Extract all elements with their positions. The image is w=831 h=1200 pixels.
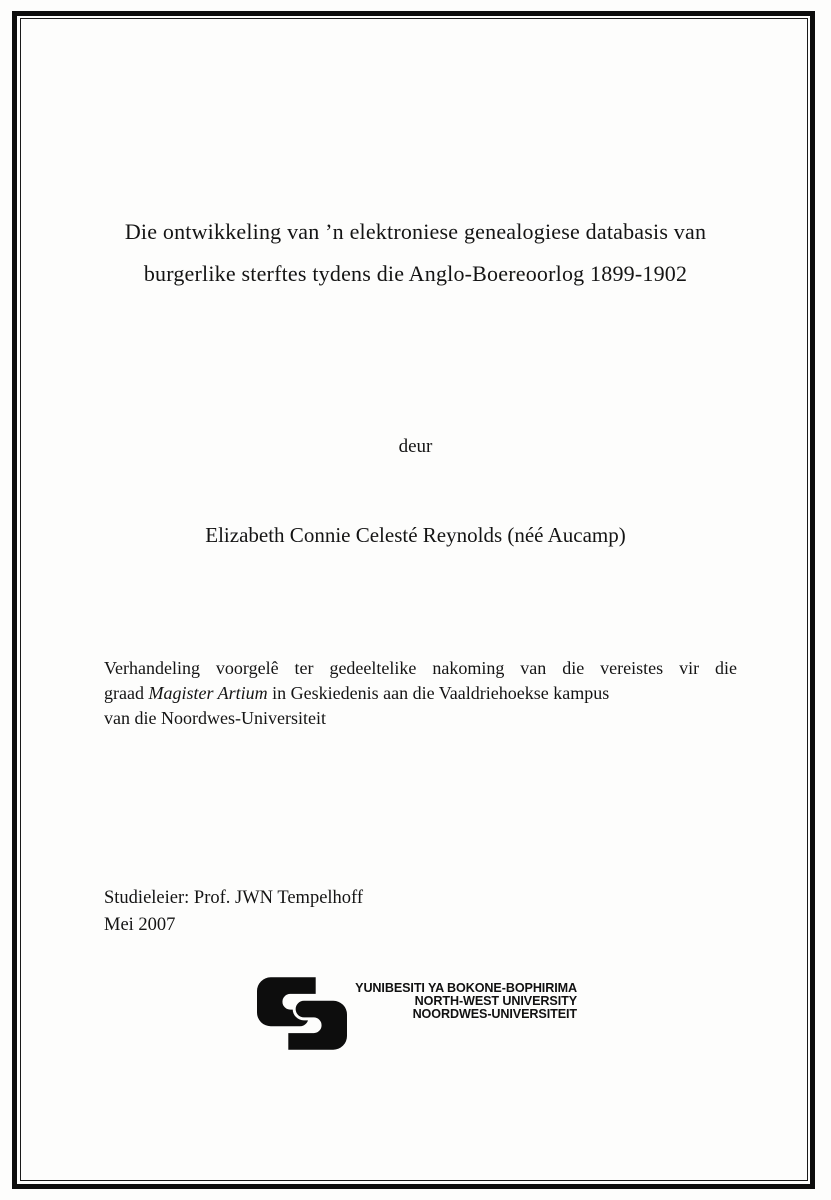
degree-statement-line2 xyxy=(104,681,737,706)
degree-statement xyxy=(104,656,737,731)
degree-statement-line1: Verhandeling voorgelê ter gedeeltelike nakoming van die vereistes vir die xyxy=(104,658,737,678)
nwu-logo-wordmark xyxy=(317,982,577,1021)
nwu-logo xyxy=(257,975,577,1055)
date-line: Mei 2007 xyxy=(104,915,176,935)
degree-statement-line2-pre: graad xyxy=(104,683,149,703)
nwu-name-afrikaans: NOORDWES-UNIVERSITEIT xyxy=(412,1006,577,1021)
byline-label: deur xyxy=(398,436,433,457)
supervisor-block xyxy=(104,885,363,939)
author-name: Elizabeth Connie Celesté Reynolds (néé Aucamp) xyxy=(205,523,626,547)
degree-name-italic: Magister Artium xyxy=(148,683,268,703)
nwu-name-english: NORTH-WEST UNIVERSITY xyxy=(414,993,577,1008)
thesis-title-line1: Die ontwikkeling van ’n elektroniese genealogiese databasis van xyxy=(124,219,707,244)
degree-statement-line2-post: in Geskiedenis aan die Vaaldriehoekse kampus xyxy=(267,683,610,703)
degree-statement-line3: van die Noordwes-Universiteit xyxy=(104,708,326,728)
nwu-name-setswana: YUNIBESITI YA BOKONE-BOPHIRIMA xyxy=(355,981,577,995)
supervisor-line: Studieleier: Prof. JWN Tempelhoff xyxy=(104,888,364,908)
thesis-title-line2: burgerlike sterftes tydens die Anglo-Boereoorlog 1899-1902 xyxy=(143,261,688,286)
thesis-title xyxy=(60,211,771,295)
